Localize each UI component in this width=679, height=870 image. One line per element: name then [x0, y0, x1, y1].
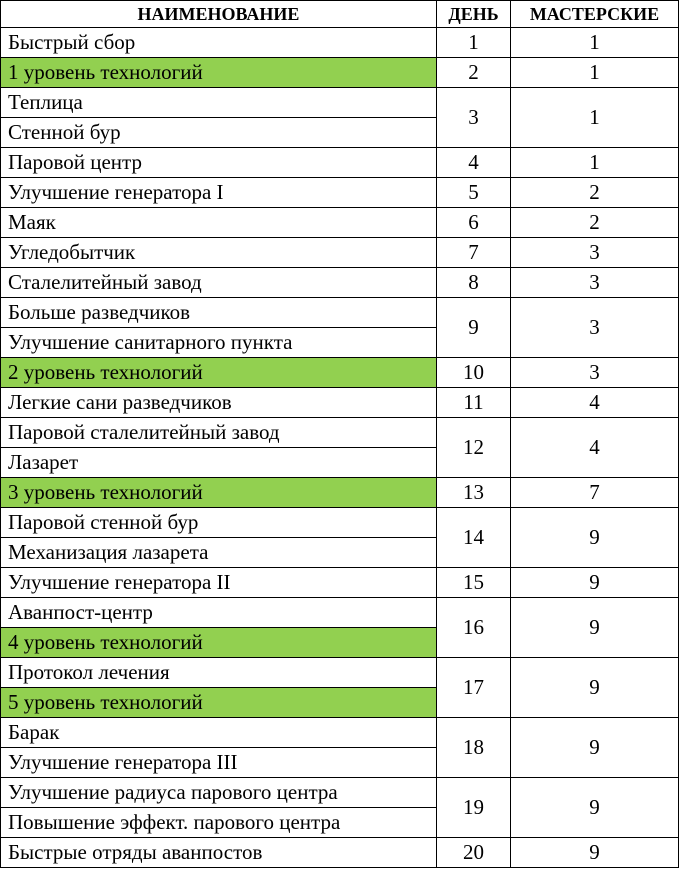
day-cell: 8 — [437, 268, 511, 298]
item-name-cell: Угледобытчик — [1, 238, 437, 268]
workshops-cell: 4 — [511, 418, 679, 478]
table-body — [1, 28, 679, 868]
day-cell: 17 — [437, 658, 511, 718]
table-row — [1, 568, 679, 598]
day-cell: 10 — [437, 358, 511, 388]
item-name-cell: Улучшение генератора I — [1, 178, 437, 208]
workshops-cell: 2 — [511, 208, 679, 238]
table-row — [1, 208, 679, 238]
day-cell: 20 — [437, 838, 511, 868]
item-name-cell: Паровой центр — [1, 148, 437, 178]
day-cell: 11 — [437, 388, 511, 418]
workshops-cell: 3 — [511, 268, 679, 298]
workshops-cell: 2 — [511, 178, 679, 208]
day-cell: 16 — [437, 598, 511, 658]
item-name-cell: Легкие сани разведчиков — [1, 388, 437, 418]
tech-level-cell: 2 уровень технологий — [1, 358, 437, 388]
table-row — [1, 28, 679, 58]
workshops-cell: 9 — [511, 508, 679, 568]
table-row — [1, 88, 679, 118]
workshops-cell: 3 — [511, 238, 679, 268]
item-name-cell: Механизация лазарета — [1, 538, 437, 568]
workshops-cell: 3 — [511, 298, 679, 358]
day-cell: 2 — [437, 58, 511, 88]
table-row — [1, 838, 679, 868]
header-name: НАИМЕНОВАНИЕ — [1, 1, 437, 28]
table-row — [1, 298, 679, 328]
day-cell: 1 — [437, 28, 511, 58]
item-name-cell: Улучшение радиуса парового центра — [1, 778, 437, 808]
workshops-cell: 9 — [511, 598, 679, 658]
table-row — [1, 508, 679, 538]
tech-level-cell: 3 уровень технологий — [1, 478, 437, 508]
table-row — [1, 148, 679, 178]
table-row — [1, 658, 679, 688]
header-day: ДЕНЬ — [437, 1, 511, 28]
day-cell: 5 — [437, 178, 511, 208]
day-cell: 14 — [437, 508, 511, 568]
workshops-cell: 7 — [511, 478, 679, 508]
item-name-cell: Улучшение санитарного пункта — [1, 328, 437, 358]
day-cell: 12 — [437, 418, 511, 478]
day-cell: 7 — [437, 238, 511, 268]
item-name-cell: Больше разведчиков — [1, 298, 437, 328]
table-header — [1, 1, 679, 28]
table-row — [1, 388, 679, 418]
item-name-cell: Барак — [1, 718, 437, 748]
table-row — [1, 58, 679, 88]
day-cell: 6 — [437, 208, 511, 238]
item-name-cell: Теплица — [1, 88, 437, 118]
day-cell: 3 — [437, 88, 511, 148]
item-name-cell: Улучшение генератора III — [1, 748, 437, 778]
item-name-cell: Улучшение генератора II — [1, 568, 437, 598]
table-row — [1, 238, 679, 268]
day-cell: 13 — [437, 478, 511, 508]
item-name-cell: Аванпост-центр — [1, 598, 437, 628]
day-cell: 4 — [437, 148, 511, 178]
item-name-cell: Стенной бур — [1, 118, 437, 148]
table-row — [1, 268, 679, 298]
day-cell: 19 — [437, 778, 511, 838]
table-row — [1, 598, 679, 628]
workshops-cell: 9 — [511, 838, 679, 868]
workshops-cell: 1 — [511, 148, 679, 178]
item-name-cell: Паровой сталелитейный завод — [1, 418, 437, 448]
table-row — [1, 358, 679, 388]
workshops-cell: 4 — [511, 388, 679, 418]
item-name-cell: Быстрый сбор — [1, 28, 437, 58]
workshops-cell: 1 — [511, 28, 679, 58]
table-row — [1, 718, 679, 748]
header-row — [1, 1, 679, 28]
item-name-cell: Протокол лечения — [1, 658, 437, 688]
item-name-cell: Сталелитейный завод — [1, 268, 437, 298]
workshops-cell: 1 — [511, 58, 679, 88]
workshops-cell: 9 — [511, 778, 679, 838]
workshops-cell: 9 — [511, 568, 679, 598]
item-name-cell: Лазарет — [1, 448, 437, 478]
table-row — [1, 478, 679, 508]
tech-level-cell: 1 уровень технологий — [1, 58, 437, 88]
workshops-cell: 3 — [511, 358, 679, 388]
day-cell: 15 — [437, 568, 511, 598]
workshops-cell: 9 — [511, 718, 679, 778]
workshops-cell: 9 — [511, 658, 679, 718]
table-row — [1, 418, 679, 448]
day-cell: 9 — [437, 298, 511, 358]
item-name-cell: Быстрые отряды аванпостов — [1, 838, 437, 868]
tech-level-cell: 5 уровень технологий — [1, 688, 437, 718]
table-row — [1, 178, 679, 208]
tech-level-cell: 4 уровень технологий — [1, 628, 437, 658]
workshops-cell: 1 — [511, 88, 679, 148]
item-name-cell: Паровой стенной бур — [1, 508, 437, 538]
header-workshops: МАСТЕРСКИЕ — [511, 1, 679, 28]
item-name-cell: Маяк — [1, 208, 437, 238]
item-name-cell: Повышение эффект. парового центра — [1, 808, 437, 838]
table-row — [1, 778, 679, 808]
day-cell: 18 — [437, 718, 511, 778]
